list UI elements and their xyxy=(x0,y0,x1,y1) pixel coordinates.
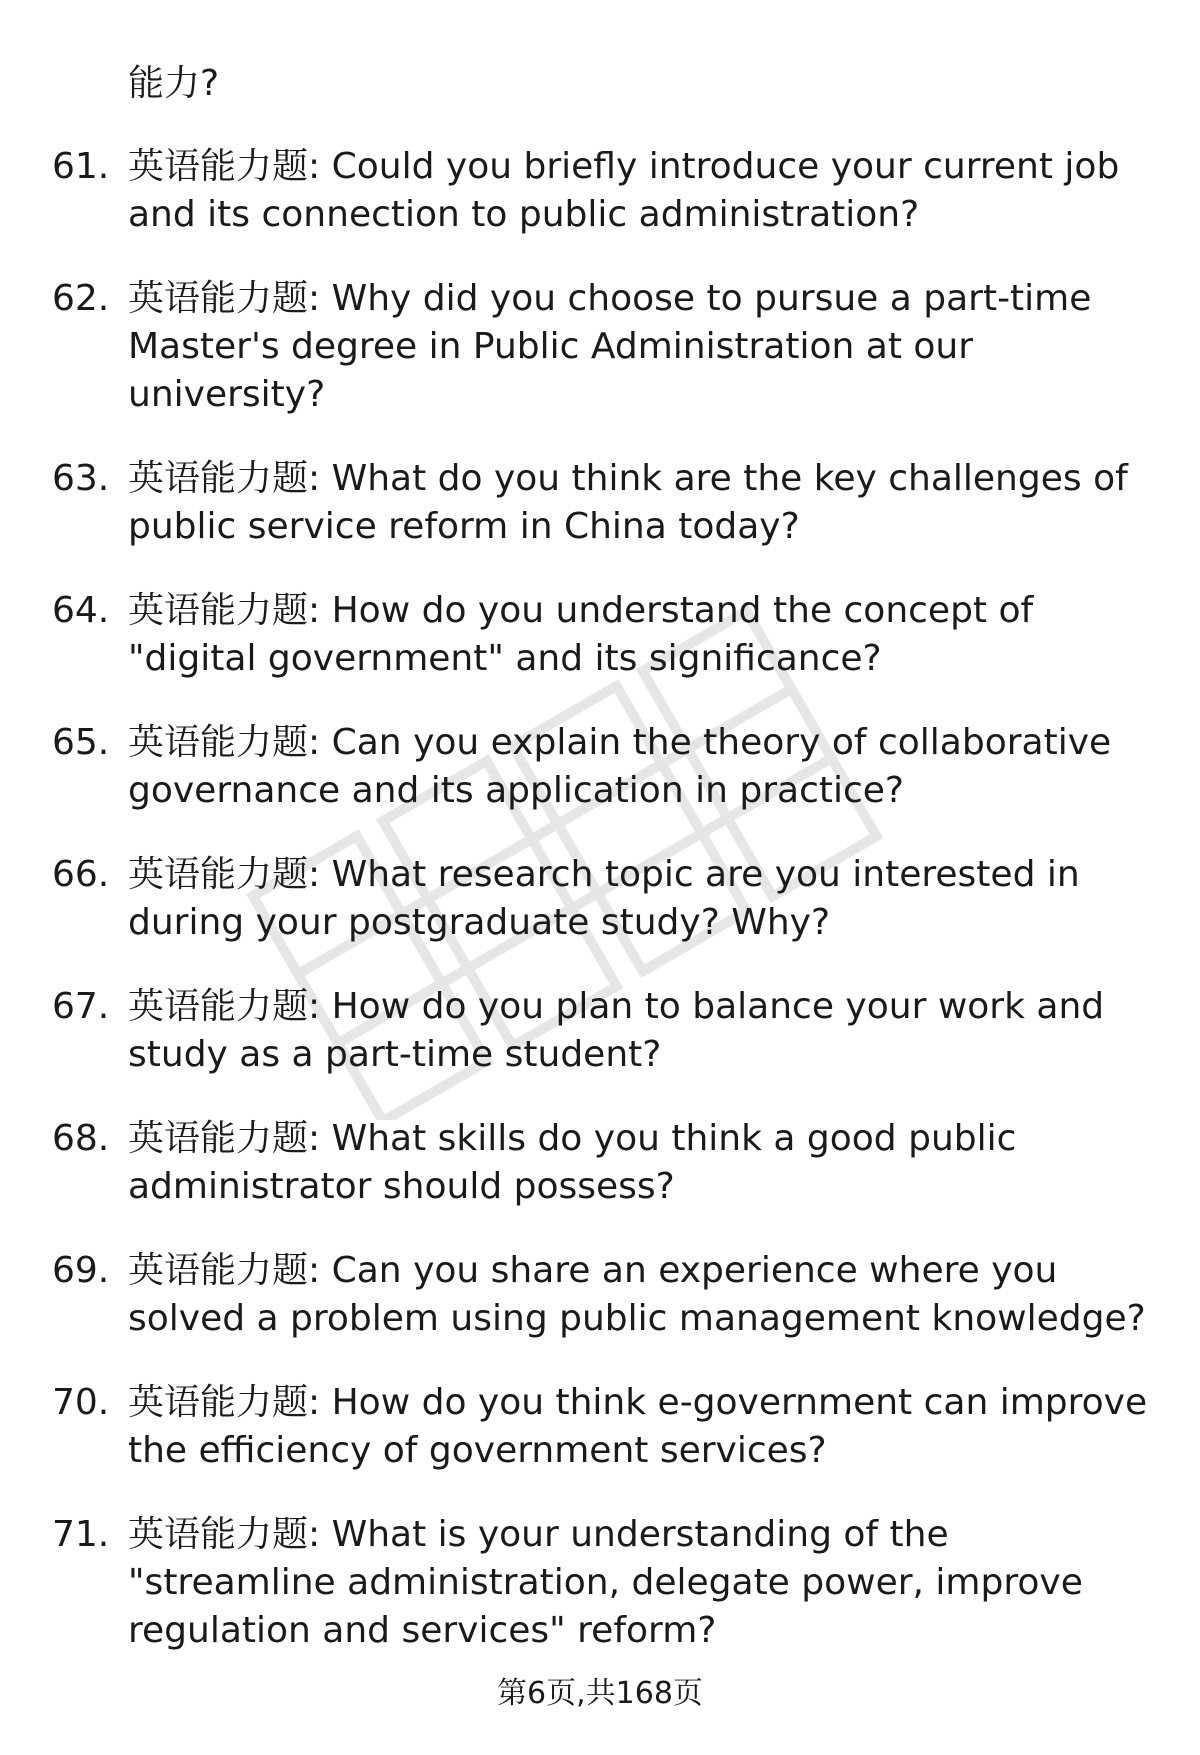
question-text: How do you think e-government can improve the efficiency of government services? xyxy=(128,1382,1148,1471)
question-text: What skills do you think a good public administrator should possess? xyxy=(128,1118,1017,1207)
question-tag: 英语能力题 xyxy=(128,146,309,187)
question-tag: 英语能力题 xyxy=(128,590,309,631)
question-text: What research topic are you interested in during your postgraduate study? Why? xyxy=(128,854,1080,943)
question-number: 68. xyxy=(52,1118,110,1159)
page-number-label: 第6页,共168页 xyxy=(497,1676,703,1711)
question-separator: : xyxy=(308,1514,321,1555)
question-tag: 英语能力题 xyxy=(128,986,309,1027)
question-separator: : xyxy=(308,986,321,1027)
question-separator: : xyxy=(308,722,321,763)
question-text: Could you briefly introduce your current job and its connection to public administration? xyxy=(128,146,1120,235)
question-tag: 英语能力题 xyxy=(128,1250,309,1291)
question-number: 64. xyxy=(52,590,110,631)
question-text: What is your understanding of the "streamline administration, delegate power, improve regulation and services" reform? xyxy=(128,1514,1083,1651)
question-item xyxy=(0,143,1200,239)
question-tag: 英语能力题 xyxy=(128,722,309,763)
question-item xyxy=(0,983,1200,1079)
continuation-text: 能力? xyxy=(128,63,220,104)
question-separator: : xyxy=(308,458,321,499)
question-number: 66. xyxy=(52,854,110,895)
question-list xyxy=(0,143,1200,1691)
question-item xyxy=(0,1511,1200,1655)
question-text: What do you think are the key challenges of public service reform in China today? xyxy=(128,458,1128,547)
question-item xyxy=(0,719,1200,815)
question-separator: : xyxy=(308,854,321,895)
question-number: 71. xyxy=(52,1514,110,1555)
question-number: 70. xyxy=(52,1382,110,1423)
question-separator: : xyxy=(308,146,321,187)
question-item xyxy=(0,455,1200,551)
question-tag: 英语能力题 xyxy=(128,458,309,499)
question-tag: 英语能力题 xyxy=(128,1382,309,1423)
question-separator: : xyxy=(308,1250,321,1291)
question-number: 65. xyxy=(52,722,110,763)
question-number: 62. xyxy=(52,278,110,319)
question-text: Can you explain the theory of collaborative governance and its application in practice? xyxy=(128,722,1112,811)
question-number: 67. xyxy=(52,986,110,1027)
question-text: How do you plan to balance your work and study as a part-time student? xyxy=(128,986,1105,1075)
question-tag: 英语能力题 xyxy=(128,278,309,319)
question-number: 63. xyxy=(52,458,110,499)
question-text: Can you share an experience where you solved a problem using public management knowledge? xyxy=(128,1250,1146,1339)
question-separator: : xyxy=(308,1118,321,1159)
question-tag: 英语能力题 xyxy=(128,1514,309,1555)
question-number: 61. xyxy=(52,146,110,187)
question-item xyxy=(0,275,1200,419)
question-tag: 英语能力题 xyxy=(128,854,309,895)
question-separator: : xyxy=(308,590,321,631)
question-item xyxy=(0,1379,1200,1475)
question-separator: : xyxy=(308,1382,321,1423)
question-item xyxy=(0,851,1200,947)
question-item xyxy=(0,587,1200,683)
page-footer xyxy=(0,1674,1200,1714)
question-separator: : xyxy=(308,278,321,319)
question-item xyxy=(0,1115,1200,1211)
question-text: How do you understand the concept of "digital government" and its significance? xyxy=(128,590,1034,679)
question-tag: 英语能力题 xyxy=(128,1118,309,1159)
question-text: Why did you choose to pursue a part-time Master's degree in Public Administration at our university? xyxy=(128,278,1092,415)
question-item xyxy=(0,1247,1200,1343)
question-number: 69. xyxy=(52,1250,110,1291)
